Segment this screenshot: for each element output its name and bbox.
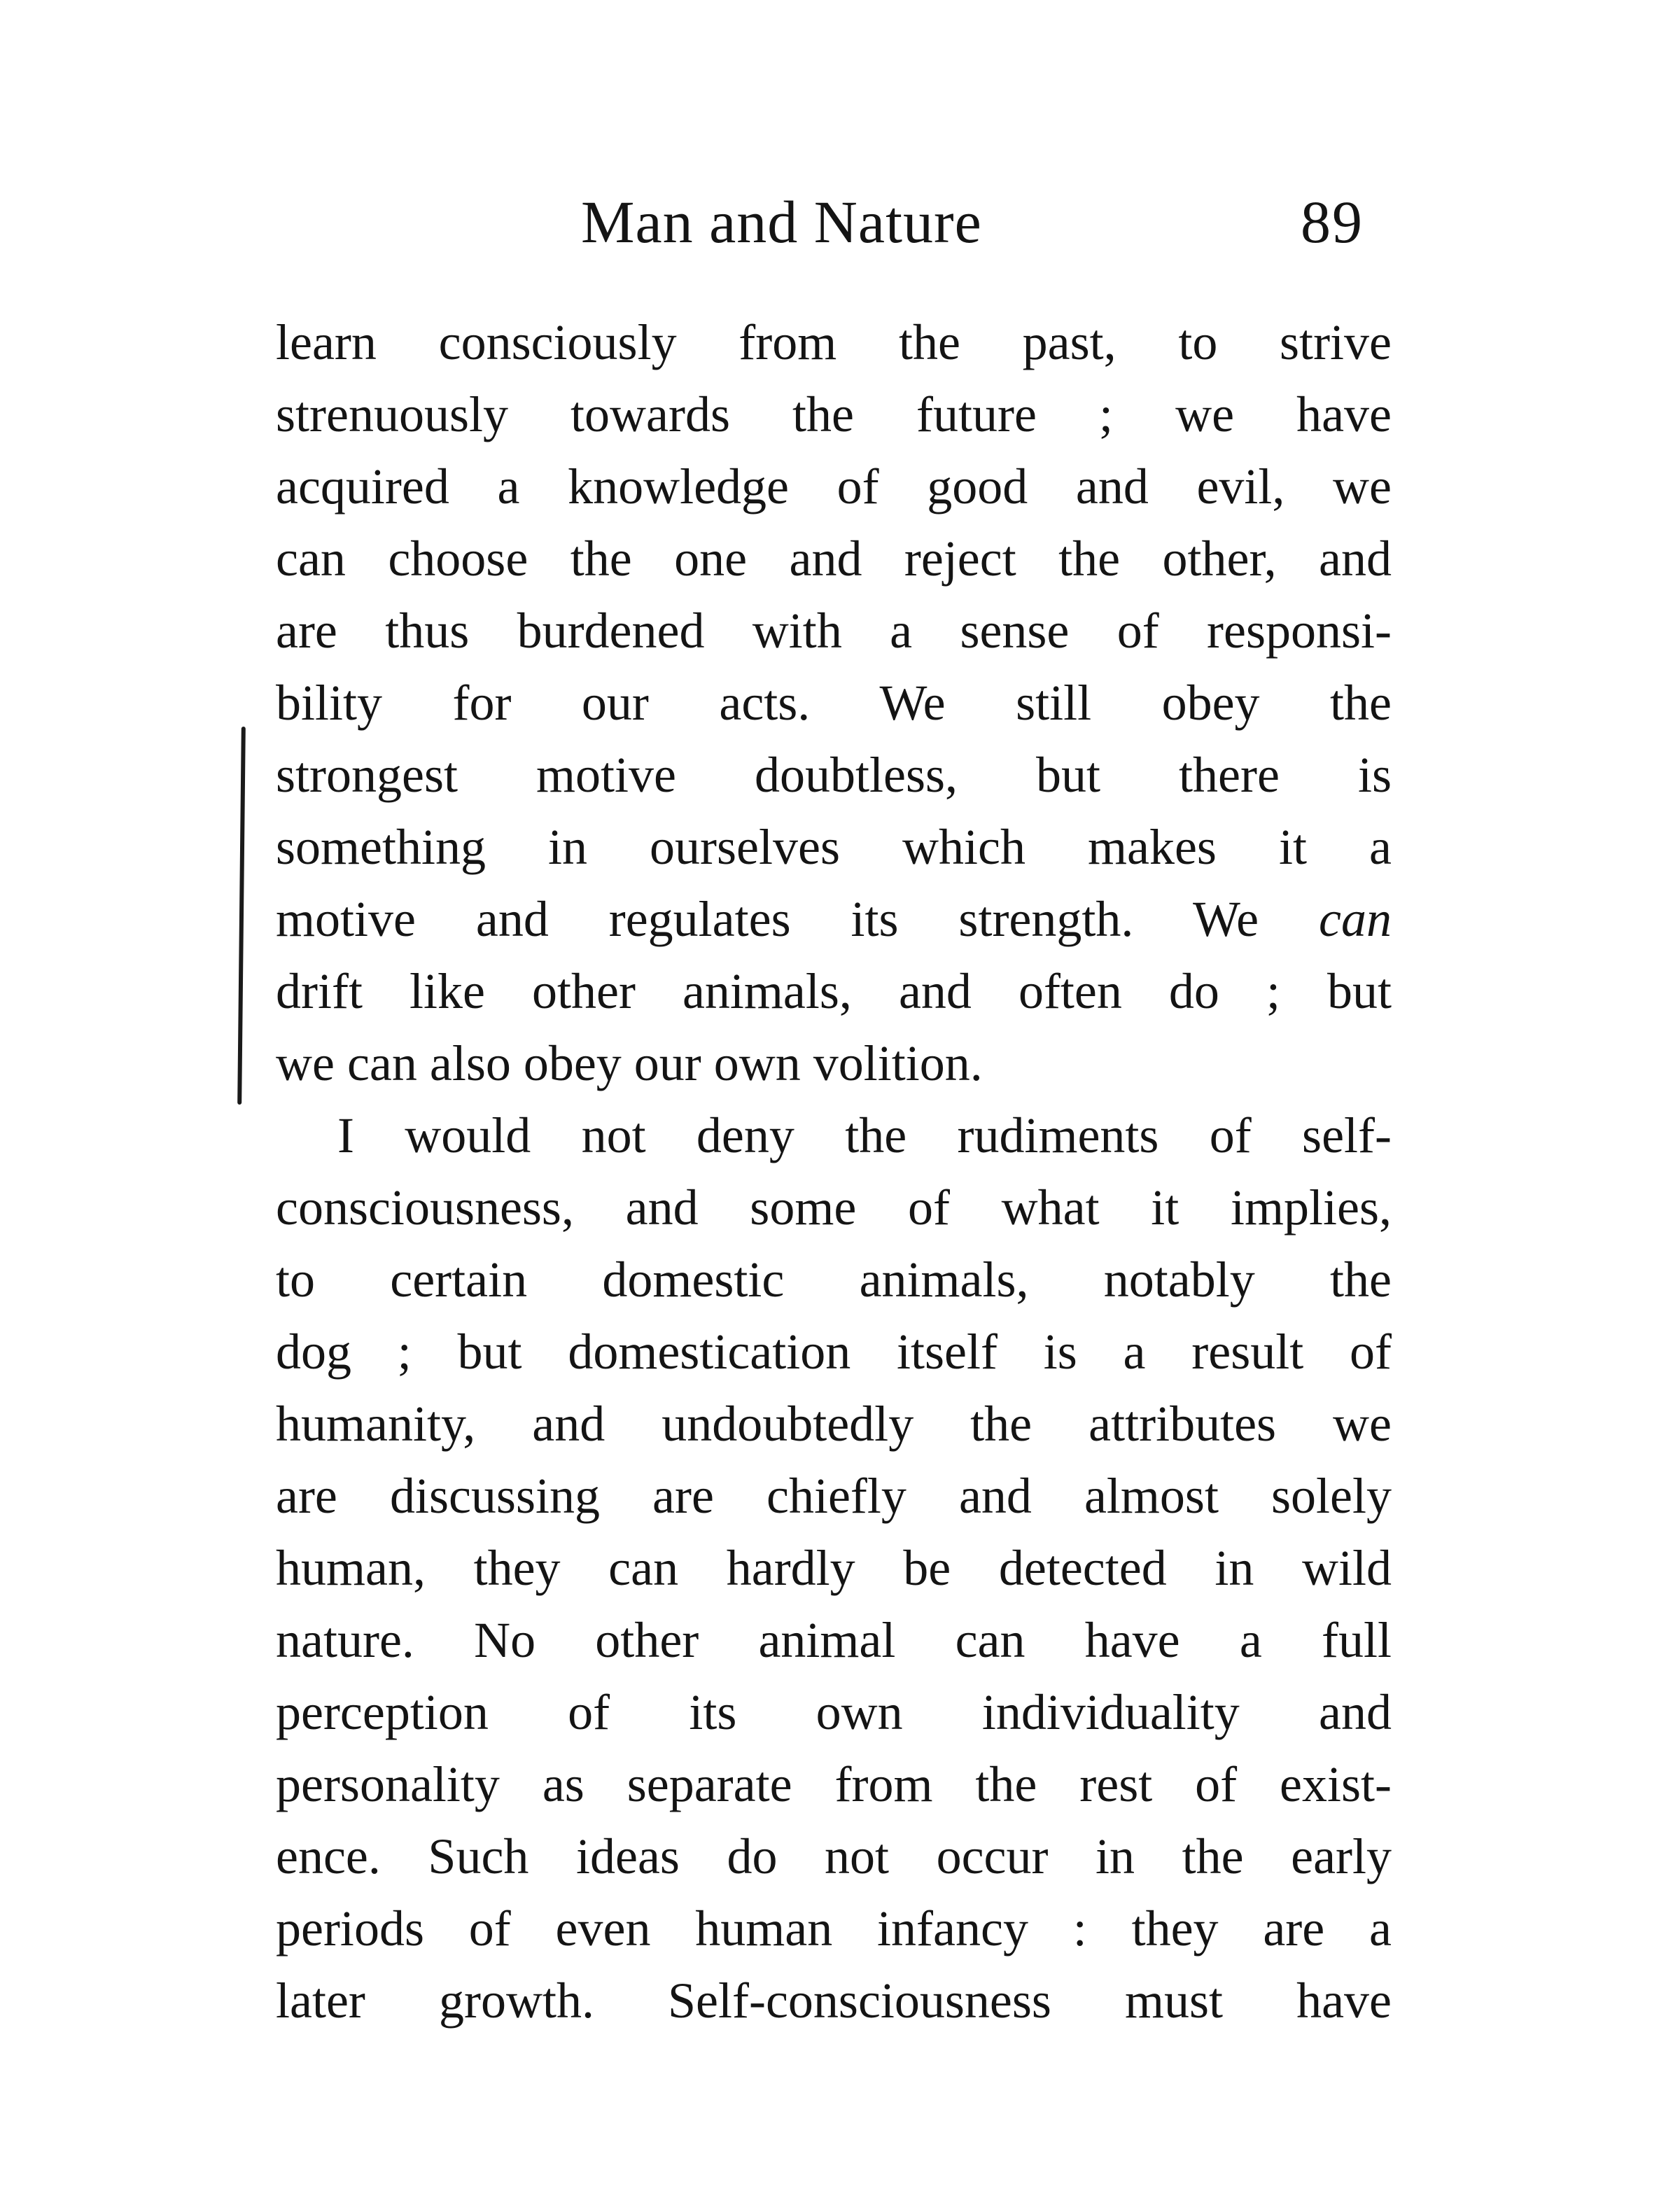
italic-word: can [1319,891,1392,947]
text-line: drift like other animals, and often do ; but [276,963,1392,1019]
paragraph-start-line: I would not deny the rudiments of self- [337,1107,1392,1163]
text-line: can choose the one and reject the other, and [276,531,1392,587]
text-line: strenuously towards the future ; we have [276,386,1392,442]
text-line: human, they can hardly be detected in wild [276,1540,1392,1596]
text-line: bility for our acts. We still obey the [276,675,1392,731]
text-line: are thus burdened with a sense of responsi- [276,603,1392,659]
text-line: ence. Such ideas do not occur in the early [276,1828,1392,1884]
running-head [0,176,1680,267]
text-line: later growth. Self-consciousness must have [276,1973,1392,2029]
text-line: something in ourselves which makes it a [276,819,1392,875]
text-line: are discussing are chiefly and almost solely [276,1468,1392,1524]
text-segment: motive and regulates its strength. We [276,891,1259,947]
text-line: consciousness, and some of what it implies, [276,1180,1392,1236]
text-line: humanity, and undoubtedly the attributes we [276,1396,1392,1452]
text-line: learn consciously from the past, to strive [276,314,1392,370]
text-line: dog ; but domestication itself is a result of [276,1324,1392,1380]
margin-pencil-mark [237,727,246,1105]
text-line: to certain domestic animals, notably the [276,1252,1392,1308]
text-line-with-italic [276,883,1392,955]
text-line: personality as separate from the rest of exist- [276,1756,1392,1812]
running-title: Man and Nature [581,188,982,255]
text-line: acquired a knowledge of good and evil, we [276,458,1392,514]
text-line: periods of even human infancy : they are a [276,1900,1392,1956]
body-text [276,307,1392,2037]
text-line: we can also obey our own volition. [276,1035,983,1091]
text-line: perception of its own individuality and [276,1684,1392,1740]
text-line: strongest motive doubtless, but there is [276,747,1392,803]
page-number: 89 [1301,188,1364,255]
text-line: nature. No other animal can have a full [276,1612,1392,1668]
